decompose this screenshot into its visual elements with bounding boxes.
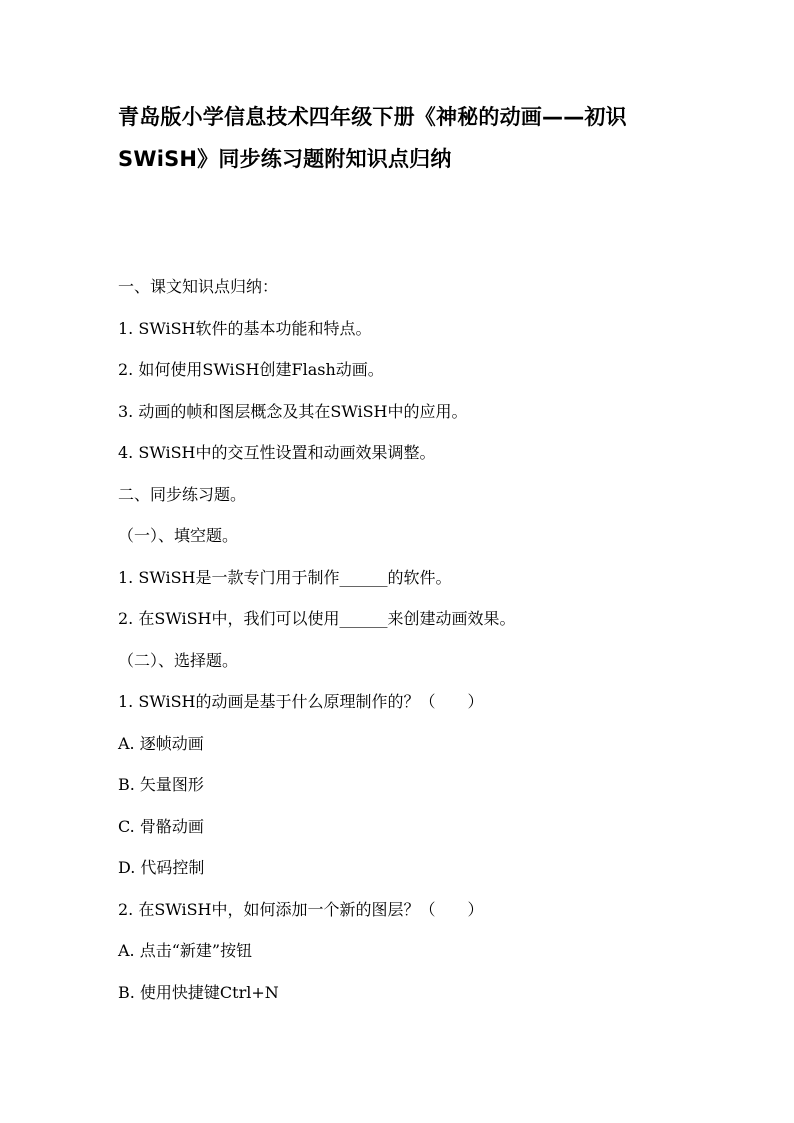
document-body [118, 266, 684, 1013]
knowledge-point-3: 3. 动画的帧和图层概念及其在SWiSH中的应用。 [118, 401, 468, 421]
choice-q2-option-b: B. 使用快捷键Ctrl+N [118, 982, 279, 1002]
title-spacer [118, 180, 684, 266]
choice-q1-option-b: B. 矢量图形 [118, 775, 204, 794]
document-title: 青岛版小学信息技术四年级下册《神秘的动画——初识SWiSH》同步练习题附知识点归纳 [118, 105, 627, 171]
choice-q1-option-a: A. 逐帧动画 [118, 733, 204, 753]
knowledge-point-4: 4. SWiSH中的交互性设置和动画效果调整。 [118, 443, 436, 462]
subsection-fill-blank: （一）、填空题。 [118, 526, 239, 545]
knowledge-point-2: 2. 如何使用SWiSH创建Flash动画。 [118, 360, 384, 379]
choice-q1-option-d: D. 代码控制 [118, 858, 205, 877]
choice-question-1: 1. SWiSH的动画是基于什么原理制作的？（ ） [118, 692, 484, 711]
fill-blank-question-1: 1. SWiSH是一款专门用于制作______的软件。 [118, 567, 452, 587]
choice-question-2: 2. 在SWiSH中，如何添加一个新的图层？（ ） [118, 899, 484, 919]
choice-q1-option-c: C. 骨骼动画 [118, 816, 204, 836]
knowledge-point-1: 1. SWiSH软件的基本功能和特点。 [118, 318, 372, 338]
section-heading-knowledge: 一、课文知识点归纳： [118, 277, 279, 296]
fill-blank-question-2: 2. 在SWiSH中，我们可以使用______来创建动画效果。 [118, 609, 516, 628]
choice-q2-option-a: A. 点击“新建”按钮 [118, 941, 253, 960]
section-heading-exercises: 二、同步练习题。 [118, 484, 247, 504]
subsection-multiple-choice: （二）、选择题。 [118, 650, 239, 670]
